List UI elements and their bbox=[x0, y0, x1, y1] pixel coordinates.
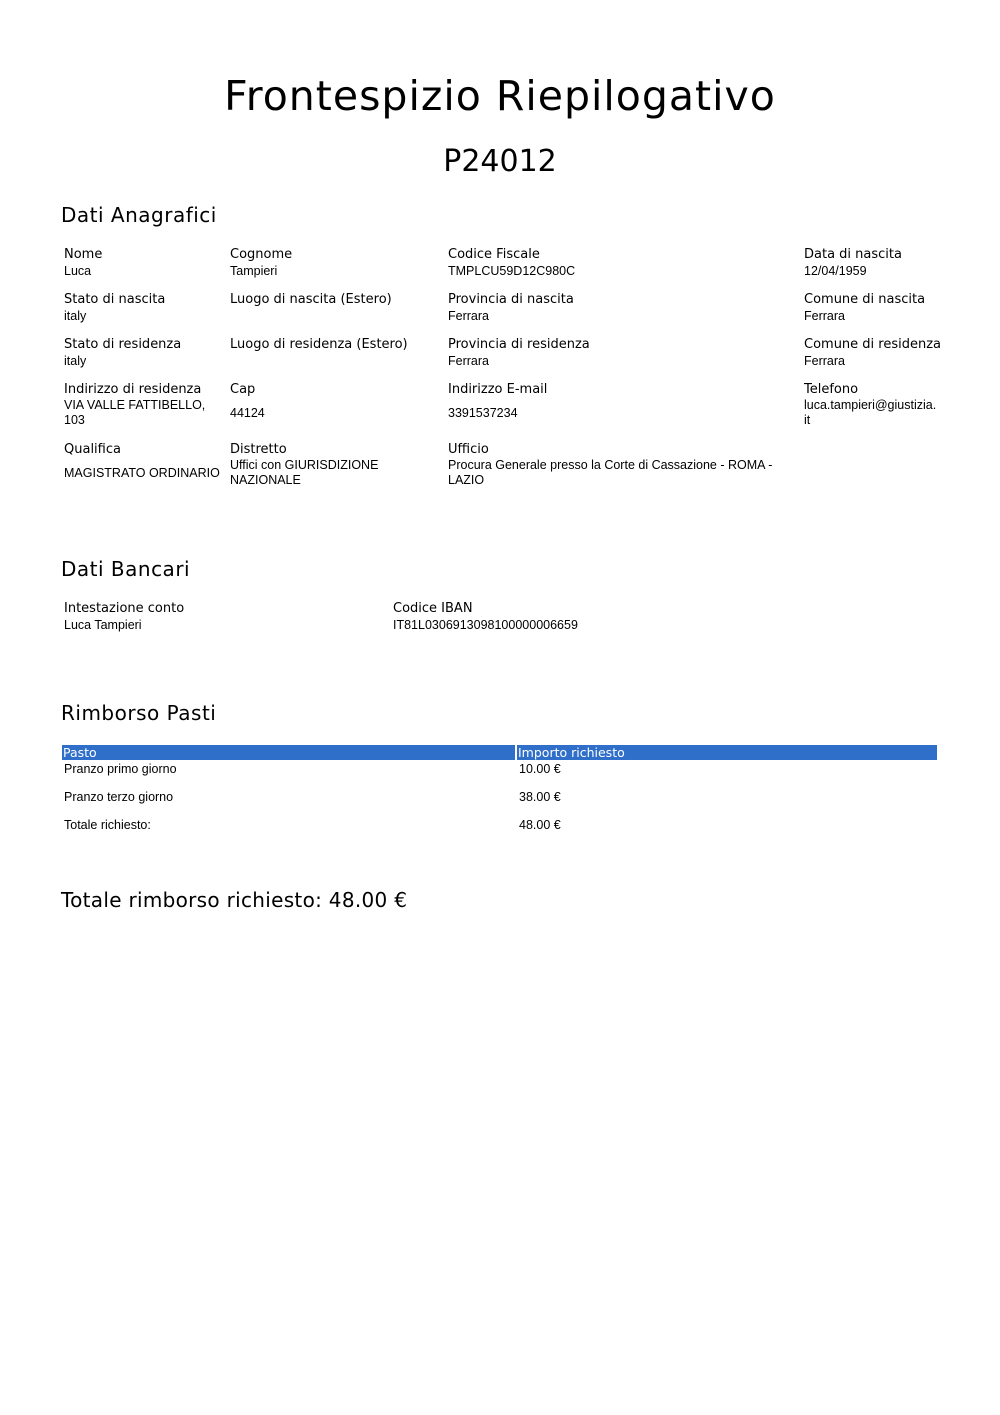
column-header-importo: Importo richiesto bbox=[517, 745, 937, 760]
cognome-value: Tampieri bbox=[230, 264, 278, 278]
section-heading-pasti: Rimborso Pasti bbox=[61, 701, 217, 725]
page-title: Frontespizio Riepilogativo bbox=[224, 72, 776, 120]
stato-residenza-value: italy bbox=[64, 354, 87, 368]
totale-rimborso: Totale rimborso richiesto: 48.00 € bbox=[61, 888, 408, 912]
importo-cell: 38.00 € bbox=[519, 790, 561, 804]
stato-residenza-label: Stato di residenza bbox=[64, 337, 182, 352]
pasti-table-header bbox=[62, 745, 937, 760]
nome-label: Nome bbox=[64, 247, 103, 262]
codice-fiscale-value: TMPLCU59D12C980C bbox=[448, 264, 576, 278]
provincia-nascita-value: Ferrara bbox=[448, 309, 489, 323]
iban-value: IT81L0306913098100000006659 bbox=[393, 618, 578, 632]
totale-label-cell: Totale richiesto: bbox=[64, 818, 151, 832]
telefono-label: Telefono bbox=[804, 382, 859, 397]
cognome-label: Cognome bbox=[230, 247, 293, 262]
distretto-label: Distretto bbox=[230, 442, 287, 457]
pasto-cell: Pranzo terzo giorno bbox=[64, 790, 174, 804]
luogo-nascita-estero-label: Luogo di nascita (Estero) bbox=[230, 292, 392, 307]
comune-residenza-label: Comune di residenza bbox=[804, 337, 942, 352]
intestazione-label: Intestazione conto bbox=[64, 601, 185, 616]
comune-residenza-value: Ferrara bbox=[804, 354, 845, 368]
cap-label: Cap bbox=[230, 382, 256, 397]
iban-label: Codice IBAN bbox=[393, 601, 473, 616]
practice-code: P24012 bbox=[443, 144, 557, 179]
intestazione-value: Luca Tampieri bbox=[64, 618, 142, 632]
provincia-residenza-value: Ferrara bbox=[448, 354, 489, 368]
nome-value: Luca bbox=[64, 264, 92, 278]
telefono-value: luca.tampieri@giustizia.it bbox=[804, 398, 937, 427]
importo-cell: 10.00 € bbox=[519, 762, 561, 776]
section-heading-anagrafici: Dati Anagrafici bbox=[61, 203, 217, 227]
email-value: 3391537234 bbox=[448, 406, 518, 420]
totale-value-cell: 48.00 € bbox=[519, 818, 561, 832]
data-nascita-label: Data di nascita bbox=[804, 247, 902, 262]
qualifica-label: Qualifica bbox=[64, 442, 121, 457]
provincia-residenza-label: Provincia di residenza bbox=[448, 337, 590, 352]
indirizzo-label: Indirizzo di residenza bbox=[64, 382, 202, 397]
luogo-residenza-estero-label: Luogo di residenza (Estero) bbox=[230, 337, 408, 352]
comune-nascita-value: Ferrara bbox=[804, 309, 845, 323]
section-heading-bancari: Dati Bancari bbox=[61, 557, 191, 581]
distretto-value: Uffici con GIURISDIZIONE NAZIONALE bbox=[230, 458, 379, 487]
cap-value: 44124 bbox=[230, 406, 265, 420]
qualifica-value: MAGISTRATO ORDINARIO bbox=[64, 466, 220, 480]
email-label: Indirizzo E-mail bbox=[448, 382, 548, 397]
data-nascita-value: 12/04/1959 bbox=[804, 264, 867, 278]
provincia-nascita-label: Provincia di nascita bbox=[448, 292, 574, 307]
stato-nascita-label: Stato di nascita bbox=[64, 292, 166, 307]
indirizzo-value: VIA VALLE FATTIBELLO, 103 bbox=[64, 398, 206, 427]
comune-nascita-label: Comune di nascita bbox=[804, 292, 926, 307]
ufficio-value: Procura Generale presso la Corte di Cassazione - ROMA - LAZIO bbox=[448, 458, 773, 487]
pasto-cell: Pranzo primo giorno bbox=[64, 762, 177, 776]
stato-nascita-value: italy bbox=[64, 309, 87, 323]
column-header-pasto: Pasto bbox=[62, 745, 515, 760]
codice-fiscale-label: Codice Fiscale bbox=[448, 247, 540, 262]
ufficio-label: Ufficio bbox=[448, 442, 489, 457]
